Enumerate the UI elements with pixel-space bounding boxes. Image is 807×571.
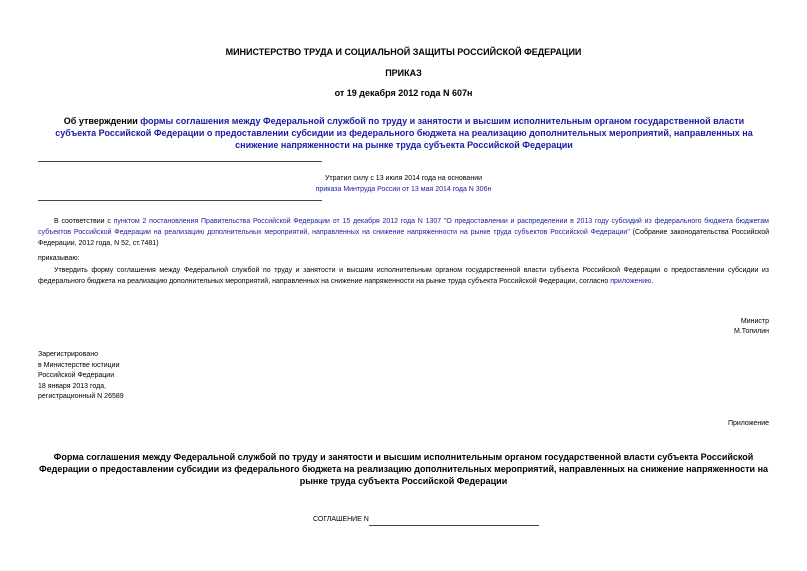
document-type: ПРИКАЗ [385,68,422,78]
document-date: от 19 декабря 2012 года N 607н [334,88,473,98]
document-title [48,115,760,151]
basis-text-end: (Собрание законодательства Российской Федерации, 2012 года, N 52, ст.7481) [38,229,770,247]
basis-text-start: В соответствии с [54,218,114,225]
appendix-label: Приложение [727,420,769,427]
agreement-number-field [369,525,539,526]
registration-line: Российской Федерации [38,372,115,379]
registration-line: регистрационный N 26589 [38,393,124,400]
registration-line: в Министерстве юстиции [38,361,120,369]
approval-text: Утвердить форму соглашения между Федеральной службой по труду и занятости и высшим исполнительным органом государственной власти субъекта Российской Федерации о предоставлении субсидии из федерального бюджета на реализацию дополнительных мероприятий, направленных на снижение напряженности на рынке труда субъекта Российской Федерации, согласно [38,267,769,285]
registration-block [38,350,124,403]
signatory-name: М.Топилин [734,328,769,335]
divider-top [38,161,322,162]
title-prefix: Об утверждении [63,116,141,126]
divider-bottom [38,200,322,201]
registration-line: 18 января 2013 года, [38,382,107,390]
repeal-order-link[interactable]: приказа Минтруда России от 13 мая 2014 года N 306н [315,186,492,193]
registration-line: Зарегистрировано [38,351,98,358]
appendix-title: Форма соглашения между Федеральной службой по труду и занятости и высшим исполнительным органом государственной власти субъекта Российской Федерации о предоставлении субсидии из федерального бюджета на реализацию дополнительных мероприятий, направленных на снижение напряженности на рынке труда субъекта Российской Федерации [38,452,769,486]
ministry-heading: МИНИСТЕРСТВО ТРУДА И СОЦИАЛЬНОЙ ЗАЩИТЫ РОССИЙСКОЙ ФЕДЕРАЦИИ [225,47,582,57]
approval-paragraph [38,265,769,287]
appendix-link[interactable]: приложению [610,278,652,285]
government-decree-link[interactable]: пунктом 2 постановления Правительства Российской Федерации от 15 декабря 2012 года N 1307 "О предоставлении и распределении в 2013 году субсидий из федерального бюджета бюджетам субъектов Российской Федерации на реализацию дополнительных мероприятий, направленных на снижение напряженности на рынке труда субъектов Российской Федерации" [38,218,769,236]
basis-paragraph [38,216,769,249]
order-word: приказываю: [38,255,80,262]
agreement-number-label: СОГЛАШЕНИЕ N [313,516,369,523]
title-form-link[interactable]: формы соглашения между Федеральной службой по труду и занятости и высшим исполнительным органом государственной власти субъекта Российской Федерации о предоставлении субсидии из федерального бюджета на реализацию дополнительных мероприятий, направленных на снижение напряженности на рынке труда субъекта Российской Федерации [55,116,753,150]
signatory-title: Министр [740,318,769,325]
approval-text-end: . [651,278,654,285]
repeal-status: Утратил силу с 13 июля 2014 года на основании [324,175,483,182]
